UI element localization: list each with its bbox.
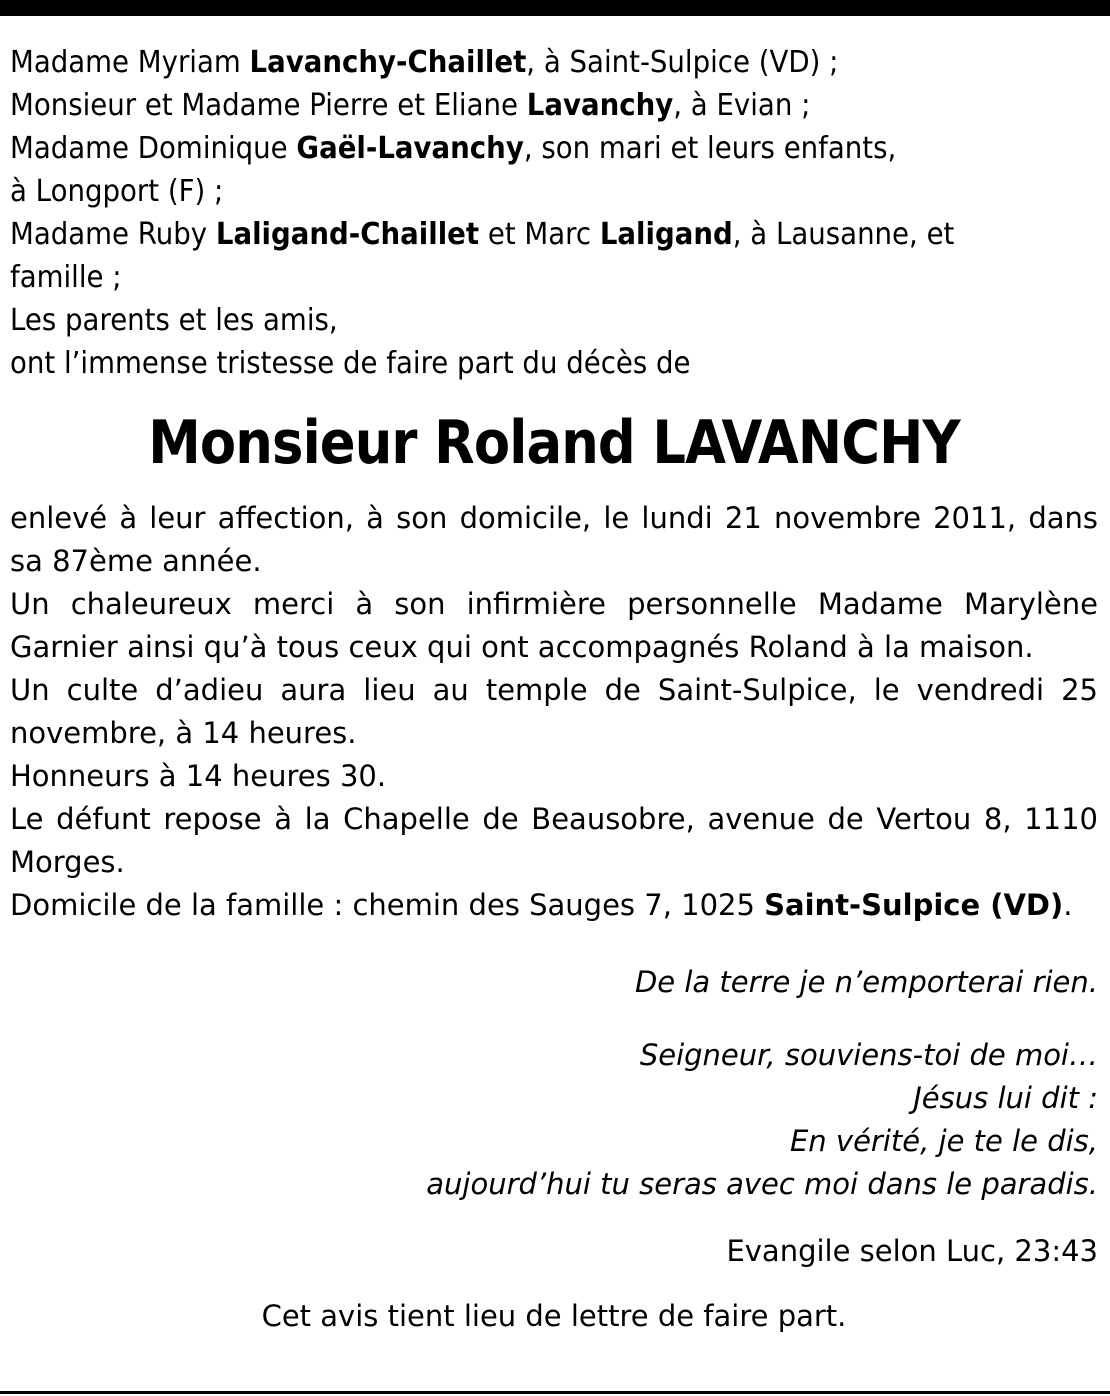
quote-earth: De la terre je n’emporterai rien.: [634, 965, 1098, 999]
family-line: [10, 170, 1011, 213]
family-line-text: Madame Dominique: [10, 131, 297, 166]
scripture-quote: [10, 1034, 1098, 1206]
family-name: Gaël-Lavanchy: [296, 131, 524, 166]
family-line-text: ont l’immense tristesse de faire part du décès de: [10, 346, 691, 381]
family-line-text: , son mari et leurs enfants,: [523, 131, 897, 166]
quote-line: Seigneur, souviens-toi de moi…: [639, 1038, 1098, 1072]
body-paragraph: Un chaleureux merci à son infirmière personnelle Madame Marylène Garnier ainsi qu’à tous ceux qui ont accompagnés Roland à la maison.: [10, 587, 1098, 664]
quote-line: En vérité, je te le dis,: [789, 1124, 1098, 1158]
family-line: [10, 342, 1011, 385]
body-paragraph: enlevé à leur affection, à son domicile, le lundi 21 novembre 2011, dans sa 87ème année.: [10, 501, 1098, 578]
body-paragraph: Le défunt repose à la Chapelle de Beausobre, avenue de Vertou 8, 1110 Morges.: [10, 802, 1098, 879]
family-line-text: Madame Ruby: [10, 217, 216, 252]
family-name: Lavanchy: [526, 88, 674, 123]
family-line-text: Madame Myriam: [10, 45, 250, 80]
family-line: [10, 127, 1011, 170]
notice-body: [10, 497, 1098, 927]
family-line-text: , à Lausanne, et: [732, 217, 955, 252]
family-line-text: famille ;: [10, 260, 122, 295]
body-paragraph: Un culte d’adieu aura lieu au temple de Saint-Sulpice, le vendredi 25 novembre, à 14 heures.: [10, 673, 1098, 750]
address-locality: Saint-Sulpice (VD): [764, 888, 1064, 922]
family-line: [10, 41, 1011, 84]
family-line-text: Les parents et les amis,: [10, 303, 338, 338]
family-line: [10, 299, 1011, 342]
quote-line: Jésus lui dit :: [913, 1081, 1098, 1115]
deceased-name: Monsieur Roland LAVANCHY: [148, 408, 960, 478]
family-line-text: à Longport (F) ;: [10, 174, 224, 209]
quote-line: aujourd’hui tu seras avec moi dans le paradis.: [426, 1167, 1098, 1201]
address-text: .: [1063, 888, 1073, 922]
address-text: Domicile de la famille : chemin des Sauges 7, 1025: [10, 888, 765, 922]
family-line: [10, 213, 1011, 256]
family-line: [10, 84, 1011, 127]
footer-note: Cet avis tient lieu de lettre de faire part.: [261, 1299, 847, 1333]
family-name: Lavanchy-Chaillet: [249, 45, 527, 80]
family-address: [10, 884, 1098, 927]
family-line-text: et Marc: [479, 217, 600, 252]
family-line-text: , à Evian ;: [673, 88, 811, 123]
family-line-text: Monsieur et Madame Pierre et Eliane: [10, 88, 527, 123]
body-paragraph: Honneurs à 14 heures 30.: [10, 759, 387, 793]
family-name: Laligand-Chaillet: [215, 217, 480, 252]
family-list: [10, 41, 1098, 385]
scripture-citation: Evangile selon Luc, 23:43: [726, 1234, 1098, 1268]
obituary-notice: [10, 41, 1098, 1338]
family-line: [10, 256, 1011, 299]
family-name: Laligand: [599, 217, 733, 252]
family-line-text: , à Saint-Sulpice (VD) ;: [526, 45, 839, 80]
top-rule: [0, 0, 1110, 16]
bottom-rule: [0, 1391, 1110, 1394]
